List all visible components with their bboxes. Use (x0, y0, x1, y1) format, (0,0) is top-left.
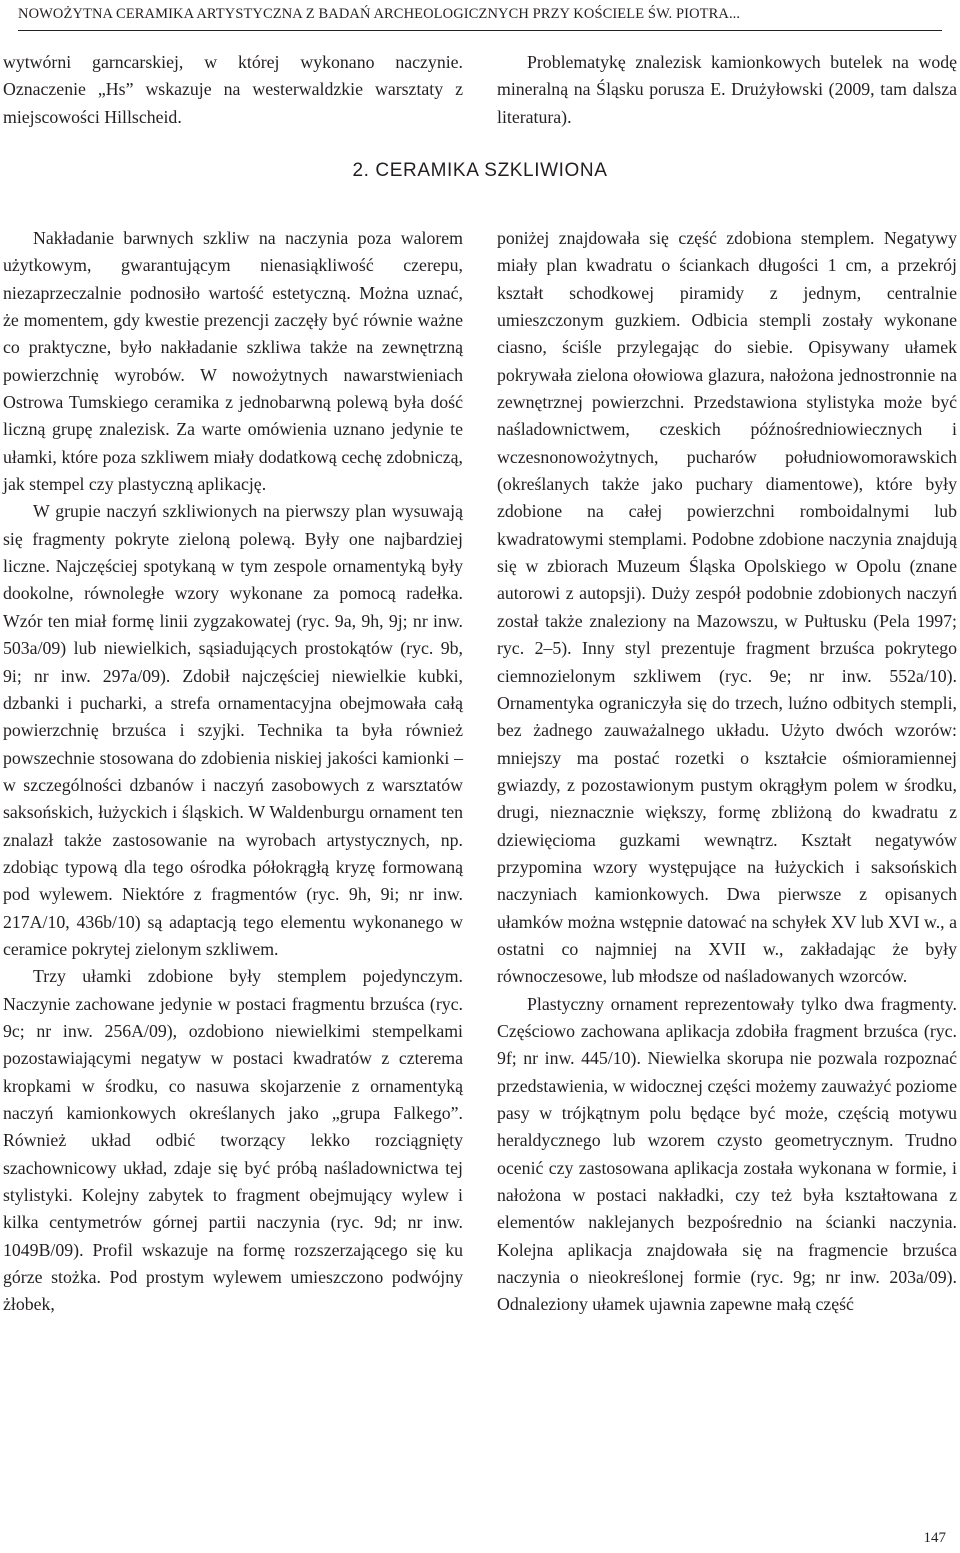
paragraph: poniżej znajdowała się część zdobiona stemplem. Negatywy miały plan kwadratu o ściankach długości 1 cm, a przekrój kształt schodkowej piramidy z jednym, centralnie umieszczonym guzkiem. Odbicia stempli zostały wykonane ciasno, ściśle przylegając do siebie. Opisywany ułamek pokrywała zielona ołowiowa glazura, nałożona jednostronnie na zewnętrznej powierzchni. Przedstawiona stylistyka może być naśladownictwem, czeskich późnośredniowiecznych i wczesnonowożytnych, pucharów południowomorawskich (określanych także jako puchary diamentowe), które były zdobione na całej powierzchni romboidalnymi lub kwadratowymi stemplami. Podobne zdobione naczynia znajdują się w zbiorach Muzeum Śląska Opolskiego w Opolu (znane autorowi z autopsji). Duży zespół podobnie zdobionych naczyń został także znaleziony na Mazowszu, w Pułtusku (Pela 1997; ryc. 2–5). Inny styl prezentuje fragment brzuśca pokrytego ciemnozielonym szkliwem (ryc. 9e; nr inw. 552a/10). Ornamentyka ograniczyła się do trzech, luźno odbitych stempli, bez żadnego zauważalnego układu. Użyto dwóch wzorów: mniejszy ma postać rozetki o kształcie ośmioramiennej gwiazdy, z pozostawionym pustym okrągłym polem w środku, drugi, nieznacznie większy, formę zbliżoną do kwadratu z dziewięcioma guzkami wewnątrz. Kształt negatywów przypomina wzory występujące na łużyckich i saksońskich naczyniach kamionkowych. Dwa pierwsze z opisanych ułamków można wstępnie datować na schyłek XV lub XVI w., a ostatni co najmniej na XVII w., zakładając że były równoczesowe, lub młodsze od naśladowanych wzorców. (497, 228, 957, 987)
paragraph: Nakładanie barwnych szkliw na naczynia poza walorem użytkowym, gwarantującym nienasiąkliwość czerepu, niezaprzeczalnie podnosiło wartość estetyczną. Można uznać, że momentem, gdy kwestie prezencji zaczęły być równie ważne co praktyczne, było nakładanie szkliwa także na zewnętrzną powierzchnię wyrobów. W nowożytnych nawarstwieniach Ostrowa Tumskiego ceramika z jednobarwną polewą była dość liczną grupę znalezisk. Za warte omówienia uznano jedynie te ułamki, które poza szkliwem miały dodatkową cechę zdobniczą, jak stempel czy plastyczną aplikację. (3, 228, 463, 495)
top-right-paragraph: Problematykę znalezisk kamionkowych butelek na wodę mineralną na Śląsku porusza E. Drużyłowski (2009, tam dalsza literatura). (497, 52, 957, 127)
header-rule (18, 30, 942, 31)
left-column (3, 225, 463, 1319)
top-left-paragraph: wytwórni garncarskiej, w której wykonano naczynie. Oznaczenie „Hs” wskazuje na westerwaldzkie warsztaty z miejscowości Hillscheid. (3, 52, 463, 127)
section-heading: 2. CERAMIKA SZKLIWIONA (352, 160, 608, 181)
page-number: 147 (923, 1530, 946, 1546)
paragraph: W grupie naczyń szkliwionych na pierwszy plan wysuwają się fragmenty pokryte zieloną polewą. Były one najbardziej liczne. Najczęściej spotykaną w tym zespole ornamentyką były dookolne, równoległe wzory wykonane za pomocą radełka. Wzór ten miał formę linii zygzakowatej (ryc. 9a, 9h, 9j; nr inw. 503a/09) lub niewielkich, sąsiadujących prostokątów (ryc. 9b, 9i; nr inw. 297a/09). Zdobił najczęściej niewielkie kubki, dzbanki i pucharki, a strefa ornamentacyjna obejmowała całą powierzchnię brzuśca i szyjki. Technika ta była również powszechnie stosowana do zdobienia niskiej jakości kamionki – w szczególności dzbanów i naczyń zasobowych z warsztatów saksońskich, łużyckich i śląskich. W Waldenburgu ornament ten znalazł także zastosowanie na wyrobach artystycznych, np. zdobiąc typową dla tego ośrodka półokrągłą kryzę formowaną pod wylewem. Niektóre z fragmentów (ryc. 9h, 9i; nr inw. 217A/10, 436b/10) są adaptacją tego elementu wykonanego w ceramice pokrytej zielonym szkliwem. (3, 501, 463, 959)
right-column (497, 225, 957, 1319)
running-header: NOWOŻYTNA CERAMIKA ARTYSTYCZNA Z BADAŃ ARCHEOLOGICZNYCH PRZY KOŚCIELE ŚW. PIOTRA... (18, 6, 741, 22)
top-right-column (497, 49, 957, 131)
paragraph: Trzy ułamki zdobione były stemplem pojedynczym. Naczynie zachowane jedynie w postaci fragmentu brzuśca (ryc. 9c; nr inw. 256A/09), ozdobiono niewielkimi stempelkami pozostawiającymi negatyw w postaci kwadratów z czterema kropkami w środku, co nasuwa skojarzenie z ornamentyką naczyń kamionkowych określanych jako „grupa Falkego”. Również układ odbić tworzący lekko rozciągnięty szachownicowy układ, zdaje się być próbą naśladownictwa tej stylistyki. Kolejny zabytek to fragment obejmujący wylew i kilka centymetrów górnej partii naczynia (ryc. 9d; nr inw. 1049B/09). Profil wskazuje na formę rozszerzającego się ku górze stożka. Pod prostym wylewem umieszczono podwójny żłobek, (3, 966, 463, 1315)
top-left-column (3, 49, 463, 131)
paragraph: Plastyczny ornament reprezentowały tylko dwa fragmenty. Częściowo zachowana aplikacja zdobiła fragment brzuśca (ryc. 9f; nr inw. 445/10). Niewielka skorupa nie pozwala rozpoznać przedstawienia, w widocznej części możemy zauważyć poziome pasy w trójkątnym polu będące być może, częścią motywu heraldycznego lub wzorem czysto geometrycznym. Trudno ocenić czy zastosowana aplikacja została wykonana w formie, i nałożona w postaci nakładki, czy też była kształtowana z elementów naklejanych bezpośrednio na ścianki naczynia. Kolejna aplikacja znajdowała się na fragmencie brzuśca naczynia o nieokreślonej formie (ryc. 9g; nr inw. 203a/09). Odnaleziony ułamek ujawnia zapewne małą część (497, 993, 957, 1315)
